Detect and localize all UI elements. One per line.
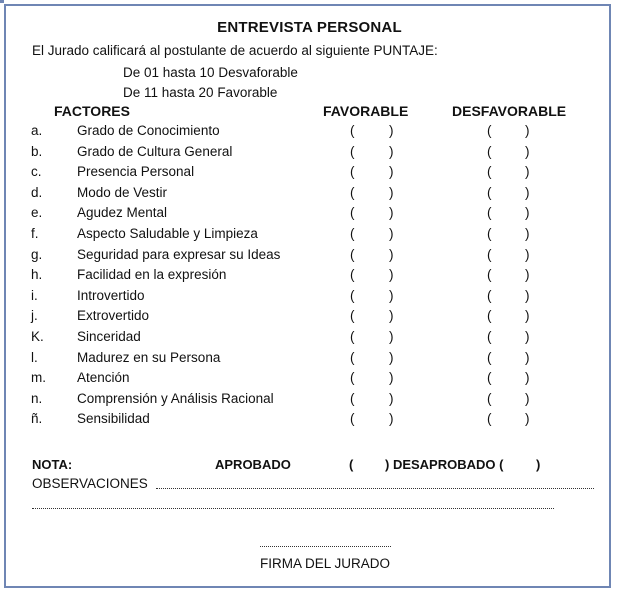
desfavorable-paren-close[interactable]: ) bbox=[525, 370, 530, 386]
factor-label: Facilidad en la expresión bbox=[77, 267, 227, 283]
observaciones-line-1[interactable] bbox=[156, 488, 594, 489]
factor-letter: d. bbox=[31, 184, 43, 200]
signature-label: FIRMA DEL JURADO bbox=[260, 556, 391, 571]
favorable-paren-open[interactable]: ( bbox=[350, 329, 355, 344]
factor-row bbox=[6, 123, 613, 143]
observaciones-label: OBSERVACIONES bbox=[32, 476, 148, 491]
favorable-paren-open[interactable]: ( bbox=[350, 143, 355, 159]
factor-row bbox=[6, 267, 613, 287]
factor-label: Sensibilidad bbox=[77, 411, 150, 427]
favorable-paren-open[interactable]: ( bbox=[350, 287, 355, 303]
factor-label: Agudez Mental bbox=[77, 205, 168, 221]
desfavorable-paren-open[interactable]: ( bbox=[487, 390, 492, 406]
favorable-paren-close[interactable]: ) bbox=[389, 411, 394, 427]
factor-letter: c. bbox=[31, 164, 42, 180]
desfavorable-paren-open[interactable]: ( bbox=[487, 329, 492, 344]
factor-letter: f. bbox=[31, 226, 39, 241]
observaciones-line-2[interactable] bbox=[32, 508, 554, 509]
aprobado-paren-open: ( bbox=[349, 457, 354, 472]
factor-row bbox=[6, 205, 613, 225]
factor-letter: ñ. bbox=[31, 411, 43, 427]
desfavorable-paren-close[interactable]: ) bbox=[525, 308, 530, 324]
favorable-paren-close[interactable]: ) bbox=[389, 164, 394, 180]
favorable-paren-close[interactable]: ) bbox=[389, 184, 394, 200]
factor-letter: m. bbox=[31, 370, 46, 386]
favorable-paren-close[interactable]: ) bbox=[389, 349, 394, 365]
desfavorable-paren-open[interactable]: ( bbox=[487, 308, 492, 324]
favorable-paren-close[interactable]: ) bbox=[389, 287, 394, 303]
desaprobado-label: ) DESAPROBADO ( bbox=[385, 457, 504, 472]
favorable-paren-open[interactable]: ( bbox=[350, 226, 355, 241]
desfavorable-paren-close[interactable]: ) bbox=[525, 226, 530, 241]
aprobado-label: APROBADO bbox=[215, 457, 291, 472]
desfavorable-paren-close[interactable]: ) bbox=[525, 246, 530, 262]
desfavorable-paren-close[interactable]: ) bbox=[525, 184, 530, 200]
factor-row bbox=[6, 308, 613, 328]
factor-row bbox=[6, 185, 613, 205]
favorable-paren-open[interactable]: ( bbox=[350, 349, 355, 365]
desfavorable-paren-close[interactable]: ) bbox=[525, 390, 530, 406]
factor-row bbox=[6, 144, 613, 164]
factor-label: Grado de Conocimiento bbox=[77, 123, 220, 138]
factor-label: Grado de Cultura General bbox=[77, 143, 233, 159]
factor-label: Madurez en su Persona bbox=[77, 349, 221, 365]
header-factores: FACTORES bbox=[54, 103, 130, 119]
desfavorable-paren-open[interactable]: ( bbox=[487, 164, 492, 180]
favorable-paren-open[interactable]: ( bbox=[350, 123, 355, 138]
desfavorable-paren-close[interactable]: ) bbox=[525, 329, 530, 344]
factor-row bbox=[6, 391, 613, 411]
desfavorable-paren-open[interactable]: ( bbox=[487, 267, 492, 283]
form-title: ENTREVISTA PERSONAL bbox=[217, 19, 402, 36]
favorable-paren-close[interactable]: ) bbox=[389, 370, 394, 386]
factor-label: Comprensión y Análisis Racional bbox=[77, 390, 274, 406]
factor-row bbox=[6, 288, 613, 308]
favorable-paren-close[interactable]: ) bbox=[389, 329, 394, 344]
favorable-paren-open[interactable]: ( bbox=[350, 267, 355, 283]
factor-label: Introvertido bbox=[77, 287, 145, 303]
desfavorable-paren-open[interactable]: ( bbox=[487, 143, 492, 159]
desfavorable-paren-close[interactable]: ) bbox=[525, 205, 530, 221]
desfavorable-paren-open[interactable]: ( bbox=[487, 226, 492, 241]
favorable-paren-close[interactable]: ) bbox=[389, 143, 394, 159]
factor-label: Seguridad para expresar su Ideas bbox=[77, 246, 281, 262]
favorable-paren-close[interactable]: ) bbox=[389, 267, 394, 283]
factor-letter: g. bbox=[31, 246, 43, 262]
factor-label: Aspecto Saludable y Limpieza bbox=[77, 226, 258, 241]
scale-favorable: De 11 hasta 20 Favorable bbox=[123, 85, 278, 100]
factor-row bbox=[6, 370, 613, 390]
desfavorable-paren-close[interactable]: ) bbox=[525, 411, 530, 427]
header-favorable: FAVORABLE bbox=[323, 103, 409, 119]
favorable-paren-open[interactable]: ( bbox=[350, 246, 355, 262]
factor-label: Extrovertido bbox=[77, 308, 150, 324]
factor-letter: h. bbox=[31, 267, 43, 283]
favorable-paren-close[interactable]: ) bbox=[389, 123, 394, 138]
desfavorable-paren-close[interactable]: ) bbox=[525, 287, 530, 303]
desfavorable-paren-open[interactable]: ( bbox=[487, 370, 492, 386]
factor-row bbox=[6, 350, 613, 370]
intro-text: El Jurado calificará al postulante de acuerdo al siguiente PUNTAJE: bbox=[32, 43, 438, 58]
factor-row bbox=[6, 247, 613, 267]
favorable-paren-open[interactable]: ( bbox=[350, 370, 355, 386]
desfavorable-paren-open[interactable]: ( bbox=[487, 123, 492, 138]
factor-letter: b. bbox=[31, 143, 43, 159]
factor-row bbox=[6, 411, 613, 431]
desfavorable-paren-open[interactable]: ( bbox=[487, 411, 492, 427]
signature-line[interactable] bbox=[260, 546, 391, 547]
nota-label: NOTA: bbox=[32, 457, 73, 472]
factor-label: Atención bbox=[77, 370, 130, 386]
desfavorable-paren-close[interactable]: ) bbox=[525, 164, 530, 180]
factor-letter: l. bbox=[31, 349, 38, 365]
desfavorable-paren-open[interactable]: ( bbox=[487, 246, 492, 262]
factor-letter: K. bbox=[31, 329, 44, 344]
factor-label: Sinceridad bbox=[77, 329, 141, 344]
factor-letter: a. bbox=[31, 123, 43, 138]
favorable-paren-open[interactable]: ( bbox=[350, 411, 355, 427]
factor-row bbox=[6, 226, 613, 246]
favorable-paren-open[interactable]: ( bbox=[350, 164, 355, 180]
desaprobado-paren-close: ) bbox=[536, 457, 541, 472]
favorable-paren-open[interactable]: ( bbox=[350, 184, 355, 200]
favorable-paren-close[interactable]: ) bbox=[389, 390, 394, 406]
favorable-paren-close[interactable]: ) bbox=[389, 308, 394, 324]
favorable-paren-open[interactable]: ( bbox=[350, 308, 355, 324]
factor-letter: j. bbox=[31, 308, 38, 324]
form-frame bbox=[4, 4, 611, 588]
header-desfavorable: DESFAVORABLE bbox=[452, 103, 567, 119]
favorable-paren-open[interactable]: ( bbox=[350, 205, 355, 221]
desfavorable-paren-close[interactable]: ) bbox=[525, 267, 530, 283]
favorable-paren-close[interactable]: ) bbox=[389, 205, 394, 221]
factor-row bbox=[6, 329, 613, 349]
scale-unfavorable: De 01 hasta 10 Desvaforable bbox=[123, 65, 298, 80]
factor-letter: i. bbox=[31, 287, 38, 303]
desfavorable-paren-close[interactable]: ) bbox=[525, 349, 530, 365]
favorable-paren-close[interactable]: ) bbox=[389, 246, 394, 262]
desfavorable-paren-close[interactable]: ) bbox=[525, 143, 530, 159]
factor-label: Presencia Personal bbox=[77, 164, 195, 180]
favorable-paren-open[interactable]: ( bbox=[350, 390, 355, 406]
factor-row bbox=[6, 164, 613, 184]
factor-letter: e. bbox=[31, 205, 43, 221]
desfavorable-paren-open[interactable]: ( bbox=[487, 349, 492, 365]
favorable-paren-close[interactable]: ) bbox=[389, 226, 394, 241]
corner-mark bbox=[0, 0, 4, 3]
factor-label: Modo de Vestir bbox=[77, 184, 168, 200]
desfavorable-paren-close[interactable]: ) bbox=[525, 123, 530, 138]
factor-letter: n. bbox=[31, 390, 43, 406]
desfavorable-paren-open[interactable]: ( bbox=[487, 205, 492, 221]
desfavorable-paren-open[interactable]: ( bbox=[487, 287, 492, 303]
desfavorable-paren-open[interactable]: ( bbox=[487, 184, 492, 200]
